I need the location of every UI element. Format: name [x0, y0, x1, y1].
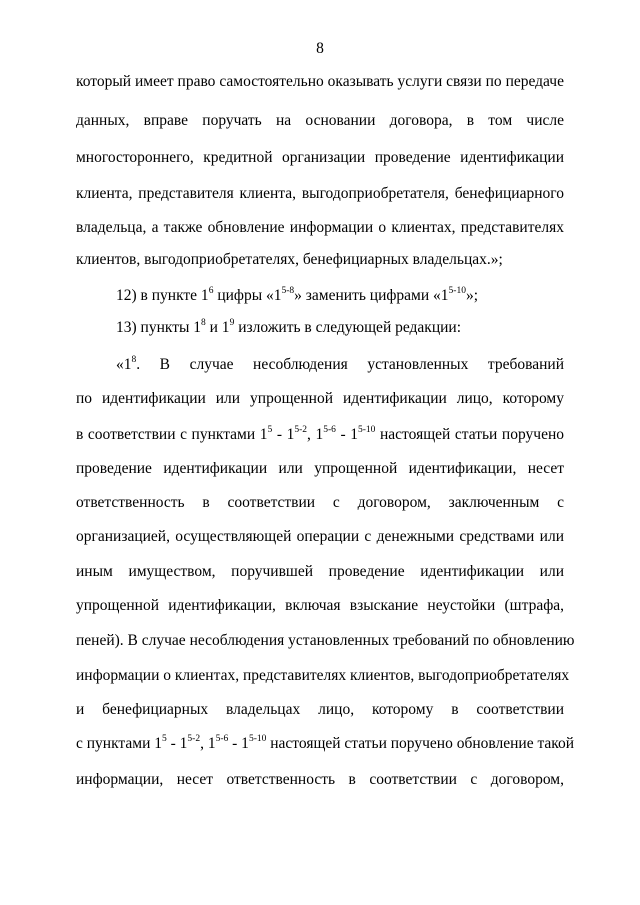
- superscript: 5-8: [281, 285, 295, 296]
- text-line: владельца, а также обновление информации о клиентах, представителях: [76, 219, 564, 236]
- superscript: 5-10: [448, 285, 466, 296]
- text-line: многостороннего, кредитной организации проведение идентификации: [76, 149, 564, 166]
- superscript: 5-2: [294, 424, 307, 435]
- text-line: в соответствии с пунктами $1^5 - 1^{5-2}$, 1$^{5-6}$ - 1$^{5-10}$ настоящей статьи поручено: [76, 424, 564, 443]
- text-line: клиентов, выгодоприобретателях, бенефициарных владельцах.»;: [76, 251, 503, 268]
- page-number: 8: [316, 40, 324, 57]
- text-line: 12) в пункте $1^6$ цифры «1$^{5-8}$» заменить цифрами «1$^{5-10}$»;: [116, 285, 479, 304]
- text-line: 13) пункты $1^8$ и $1^9$ изложить в следующей редакции:: [116, 317, 462, 336]
- text-line: иным имуществом, поручившей проведение идентификации или: [76, 563, 564, 580]
- text-line: информации о клиентах, представителях клиентов, выгодоприобретателях: [76, 667, 570, 684]
- superscript: 8: [131, 354, 137, 365]
- text-line: проведение идентификации или упрощенной идентификации, несет: [76, 460, 564, 477]
- superscript: 5-10: [248, 733, 267, 744]
- text-line: пеней). В случае несоблюдения установленных требований по обновлению: [76, 632, 575, 649]
- text-line: информации, несет ответственность в соответствии с договором,: [76, 771, 564, 788]
- text-line: организацией, осуществляющей операции с денежными средствами или: [76, 528, 564, 545]
- text-line: и бенефициарных владельцах лицо, которому в соответствии: [76, 701, 564, 718]
- text-line: который имеет право самостоятельно оказывать услуги связи по передаче: [76, 73, 564, 90]
- text-line: по идентификации или упрощенной идентификации лицо, которому: [76, 390, 564, 407]
- text-line: данных, вправе поручать на основании договора, в том числе: [76, 112, 564, 129]
- text-line: клиента, представителя клиента, выгодоприобретателя, бенефициарного: [76, 185, 564, 202]
- superscript: 5-2: [187, 733, 201, 744]
- superscript: 5: [267, 424, 273, 435]
- superscript: 6: [208, 285, 214, 296]
- text-line: ответственность в соответствии с договором, заключенным с: [76, 494, 564, 511]
- superscript: 5: [162, 733, 167, 744]
- superscript: 8: [201, 317, 206, 328]
- superscript: 9: [229, 317, 235, 328]
- superscript: 5-6: [215, 733, 229, 744]
- text-line: упрощенной идентификации, включая взыскание неустойки (штрафа,: [76, 597, 564, 614]
- superscript: 5-6: [323, 424, 336, 435]
- text-line: «$1^8$. В случае несоблюдения установленных требований: [116, 354, 564, 373]
- text-line: с пунктами $1^5 - 1^{5-2}$, 1$^{5-6}$ - 1$^{5-10}$ настоящей статьи поручено обновление такой: [76, 733, 575, 752]
- superscript: 5-10: [357, 424, 376, 435]
